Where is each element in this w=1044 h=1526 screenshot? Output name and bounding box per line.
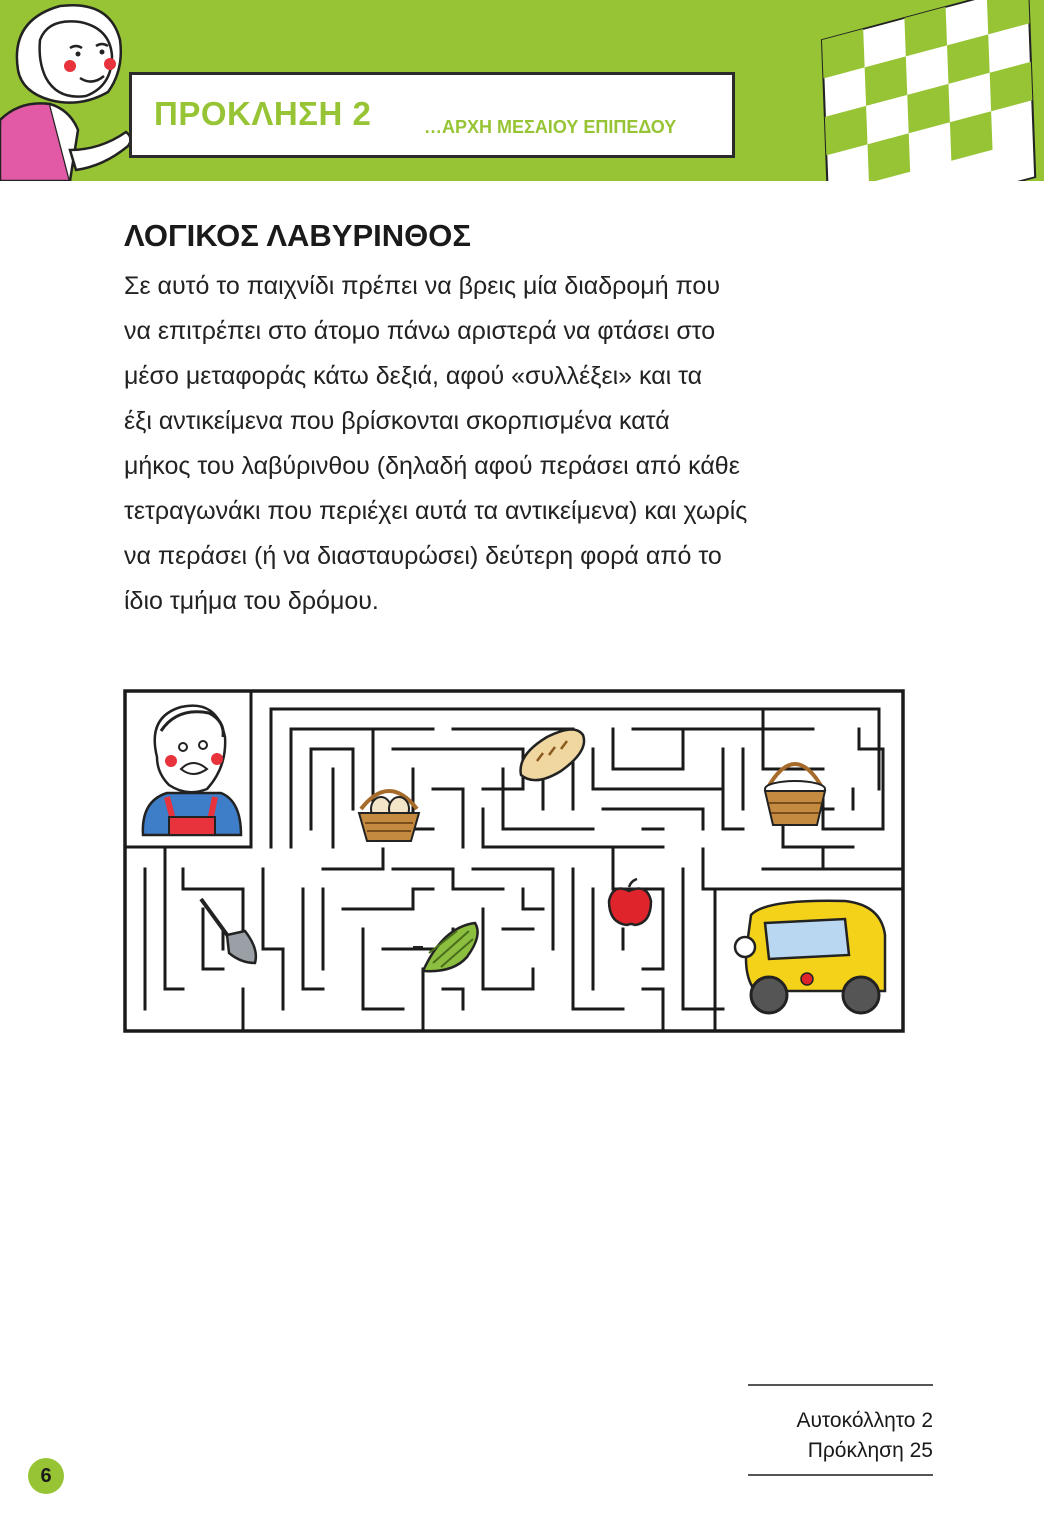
checkerboard-decoration-icon bbox=[812, 0, 1044, 181]
instruction-line: τετραγωνάκι που περιέχει αυτά τα αντικείμενα) και χωρίς bbox=[124, 497, 748, 525]
instruction-line: να περάσει (ή να διασταυρώσει) δεύτερη φορά από το bbox=[124, 542, 722, 570]
instruction-line: μήκος του λαβύρινθου (δηλαδή αφού περάσει από κάθε bbox=[124, 452, 740, 480]
instruction-line: να επιτρέπει στο άτομο πάνω αριστερά να φτάσει στο bbox=[124, 317, 716, 345]
challenge-title: ΠΡΟΚΛΗΣΗ 2 bbox=[154, 95, 372, 132]
instruction-line: έξι αντικείμενα που βρίσκονται σκορπισμένα κατά bbox=[124, 407, 670, 435]
sticker-reference bbox=[748, 1384, 933, 1476]
challenge-reference: Πρόκληση 25 bbox=[807, 1439, 933, 1462]
instruction-line: μέσο μεταφοράς κάτω δεξιά, αφού «συλλέξει» και τα bbox=[124, 362, 703, 390]
page-number: 6 bbox=[28, 1458, 64, 1494]
instruction-line: Σε αυτό το παιχνίδι πρέπει να βρεις μία διαδρομή που bbox=[124, 272, 721, 300]
sticker-label: Αυτοκόλλητο 2 bbox=[796, 1409, 933, 1432]
puzzle-instructions bbox=[124, 264, 924, 624]
challenge-title-box bbox=[129, 72, 735, 158]
girl-mascot-icon bbox=[0, 0, 140, 181]
level-subtitle: …ΑΡΧΗ ΜΕΣΑΙΟΥ ΕΠΙΠΕΔΟΥ bbox=[424, 117, 677, 137]
puzzle-title: ΛΟΓΙΚΟΣ ΛΑΒΥΡΙΝΘΟΣ bbox=[124, 218, 471, 253]
maze-board[interactable] bbox=[123, 689, 905, 1033]
instruction-line: ίδιο τμήμα του δρόμου. bbox=[124, 587, 379, 615]
